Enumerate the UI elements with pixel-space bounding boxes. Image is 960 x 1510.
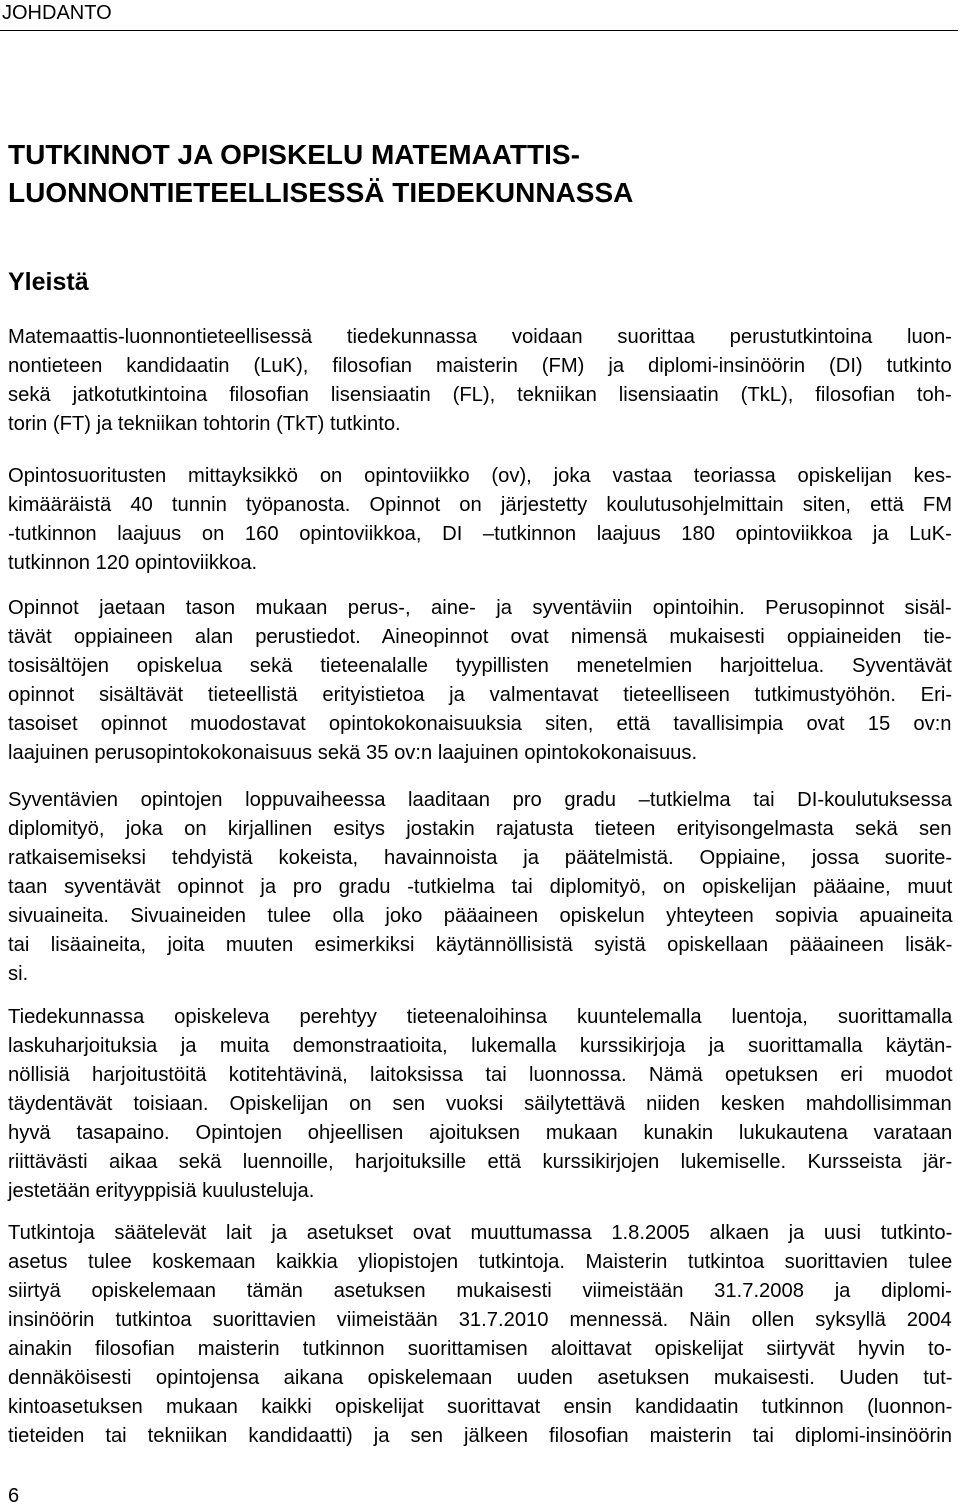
text-line: laajuinen perusopintokokonaisuus sekä 35 ov:n laajuinen opintokokonaisuus. xyxy=(8,742,698,764)
text-line: nontieteen kandidaatin (LuK), filosofian maisterin (FM) ja diplomi-insinöörin (DI) tutkinto xyxy=(8,355,952,377)
text-line: opinnot sisältävät tieteellistä erityistietoa ja valmentavat tieteelliseen tutkimustyöhön. Eri- xyxy=(8,684,953,706)
text-line: tasoiset opinnot muodostavat opintokokonaisuuksia siten, että tavallisimpia ovat 15 ov:n xyxy=(8,713,952,735)
text-line: tosisältöjen opiskelua sekä tieteenalalle tyypillisten menetelmien harjoittelua. Syventävät xyxy=(8,655,952,677)
text-line: ainakin filosofian maisterin tutkinnon suorittamisen aloittavat opiskelijat siirtyvät hyvin to- xyxy=(8,1338,952,1360)
paragraph-legislation xyxy=(8,1219,952,1451)
text-line: hyvä tasapaino. Opintojen ohjeellisen ajoituksen mukaan kunakin lukukautena varataan xyxy=(8,1122,953,1144)
document-title xyxy=(8,136,948,212)
text-line: riittävästi aikaa sekä luennoille, harjoituksille että kurssikirjojen lukemiselle. Kursseista jär- xyxy=(8,1151,953,1173)
paragraph-study-levels xyxy=(8,594,952,768)
text-line: tai lisäaineita, joita muuten esimerkiksi käytännöllisistä syistä opiskellaan pääaineen lisäk- xyxy=(8,934,953,956)
paragraph-thesis xyxy=(8,786,952,989)
text-line: sivuaineita. Sivuaineiden tulee olla joko pääaineen opiskelun yhteyteen sopivia apuaineita xyxy=(8,905,953,927)
text-line: dennäköisesti opintojensa aikana opiskelemaan uuden asetuksen mukaisesti. Uuden tut- xyxy=(8,1367,953,1389)
text-line: siirtyä opiskelemaan tämän asetuksen mukaisesti viimeistään 31.7.2008 ja diplomi- xyxy=(8,1280,952,1302)
text-line: laskuharjoituksia ja muita demonstraatioita, lukemalla kurssikirjoja ja suorittamalla käytän- xyxy=(8,1035,953,1057)
section-heading: Yleistä xyxy=(8,268,89,296)
text-line: nöllisiä harjoitustöitä kotitehtävinä, laitoksissa tai luonnossa. Nämä opetuksen eri muodot xyxy=(8,1064,953,1086)
running-header: JOHDANTO xyxy=(0,0,958,31)
text-line: tieteiden tai tekniikan kandidaatti) ja sen jälkeen filosofian maisterin tai diplomi-insinöörin xyxy=(8,1425,952,1447)
text-line: täydentävät toisiaan. Opiskelijan on sen vuoksi säilytettävä niiden kesken mahdollisimman xyxy=(8,1093,952,1115)
text-line: Tiedekunnassa opiskeleva perehtyy tieteenaloihinsa kuuntelemalla luentoja, suorittamalla xyxy=(8,1006,953,1028)
paragraph-degrees xyxy=(8,323,952,439)
text-line: Matemaattis-luonnontieteellisessä tiedekunnassa voidaan suorittaa perustutkintoina luon- xyxy=(8,326,952,348)
paragraph-study-units xyxy=(8,462,952,578)
text-line: Tutkintoja säätelevät lait ja asetukset ovat muuttumassa 1.8.2005 alkaen ja uusi tutkinto- xyxy=(8,1222,953,1244)
text-line: Syventävien opintojen loppuvaiheessa laaditaan pro gradu –tutkielma tai DI-koulutuksessa xyxy=(8,789,953,811)
text-line: kimääräistä 40 tunnin työpanosta. Opinnot on järjestetty koulutusohjelmittain siten, että FM xyxy=(8,494,953,516)
text-line: Opintosuoritusten mittayksikkö on opintoviikko (ov), joka vastaa teoriassa opiskelijan kes- xyxy=(8,465,952,487)
text-line: insinöörin tutkintoa suorittavien viimeistään 31.7.2010 mennessä. Näin ollen syksyllä 2004 xyxy=(8,1309,952,1331)
text-line: Opinnot jaetaan tason mukaan perus-, aine- ja syventäviin opintoihin. Perusopinnot sisäl- xyxy=(8,597,952,619)
text-line: kintoasetuksen mukaan kaikki opiskelijat suorittavat ensin kandidaatin tutkinnon (luonnon- xyxy=(8,1396,953,1418)
text-line: -tutkinnon laajuus on 160 opintoviikkoa, DI –tutkinnon laajuus 180 opintoviikkoa ja LuK- xyxy=(8,523,952,545)
page-number: 6 xyxy=(8,1485,20,1507)
text-line: tävät oppiaineen alan perustiedot. Aineopinnot ovat nimensä mukaisesti oppiaineiden tie- xyxy=(8,626,952,648)
text-line: sekä jatkotutkintoina filosofian lisensiaatin (FL), tekniikan lisensiaatin (TkL), filosofian toh- xyxy=(8,384,952,406)
text-line: jestetään erityyppisiä kuulusteluja. xyxy=(8,1180,315,1202)
title-line: LUONNONTIETEELLISESSÄ TIEDEKUNNASSA xyxy=(8,177,634,208)
text-line: torin (FT) ja tekniikan tohtorin (TkT) tutkinto. xyxy=(8,413,401,435)
text-line: asetus tulee koskemaan kaikkia yliopistojen tutkintoja. Maisterin tutkintoa suorittavien tulee xyxy=(8,1251,953,1273)
text-line: taan syventävät opinnot ja pro gradu -tutkielma tai diplomityö, on opiskelijan pääaine, muut xyxy=(8,876,953,898)
text-line: tutkinnon 120 opintoviikkoa. xyxy=(8,552,258,574)
text-line: si. xyxy=(8,963,29,985)
paragraph-teaching xyxy=(8,1003,952,1206)
text-line: diplomityö, joka on kirjallinen esitys jostakin rajatusta tieteen erityisongelmasta sekä sen xyxy=(8,818,952,840)
text-line: ratkaisemiseksi tehdyistä kokeista, havainnoista ja päätelmistä. Oppiaine, jossa suorite- xyxy=(8,847,953,869)
title-line: TUTKINNOT JA OPISKELU MATEMAATTIS- xyxy=(8,139,580,170)
